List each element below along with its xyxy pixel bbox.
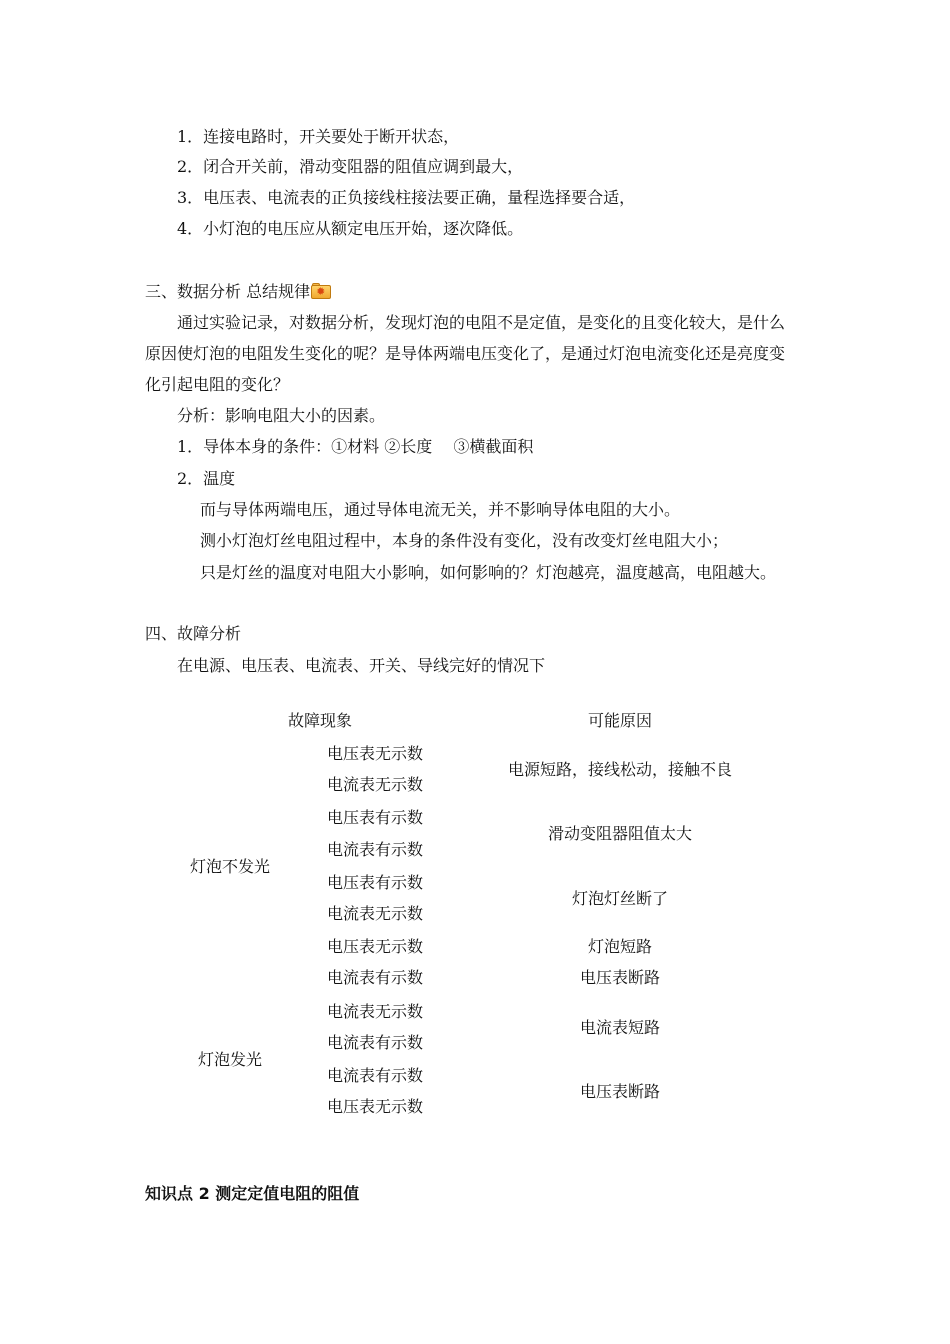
group-label-light: 灯泡发光 <box>197 1050 262 1069</box>
knowledge-point-2-heading: 知识点 2 测定定值电阻的阻值 <box>145 1184 360 1203</box>
cause-text: 电源短路，接线松动，接触不良 <box>507 760 732 779</box>
section3-para-line-3: 化引起电阻的变化？ <box>145 375 290 394</box>
precaution-item-4: 4．小灯泡的电压应从额定电压开始，逐次降低。 <box>177 219 524 238</box>
col-header-cause: 可能原因 <box>587 711 652 730</box>
note-line-1: 而与导体两端电压，通过导体电流无关，并不影响导体电阻的大小。 <box>200 500 681 519</box>
cause-text: 电压表断路 <box>579 968 660 987</box>
section4-intro: 在电源、电压表、电流表、开关、导线完好的情况下 <box>177 656 546 675</box>
cause-text: 灯泡灯丝断了 <box>571 889 668 908</box>
note-line-3: 只是灯丝的温度对电阻大小影响，如何影响的？灯泡越亮，温度越高，电阻越大。 <box>200 563 777 582</box>
meter-reading: 电流表有示数 <box>326 1066 423 1085</box>
factor-2: 2．温度 <box>177 469 236 488</box>
meter-reading: 电压表有示数 <box>326 808 423 827</box>
note-line-2: 测小灯泡灯丝电阻过程中，本身的条件没有变化，没有改变灯丝电阻大小； <box>200 531 729 550</box>
section3-para-line-1: 通过实验记录，对数据分析，发现灯泡的电阻不是定值，是变化的且变化较大，是什么 <box>177 313 786 332</box>
section3-para-line-2: 原因使灯泡的电阻发生变化的呢？是导体两端电压变化了，是通过灯泡电流变化还是亮度变 <box>145 344 786 363</box>
meter-reading: 电流表无示数 <box>326 775 423 794</box>
meter-reading: 电流表有示数 <box>326 840 423 859</box>
star-folder-icon: ✹ <box>311 283 331 299</box>
precaution-item-2: 2．闭合开关前，滑动变阻器的阻值应调到最大， <box>177 157 524 176</box>
meter-reading: 电流表有示数 <box>326 1033 423 1052</box>
cause-text: 电压表断路 <box>579 1082 660 1101</box>
section3-heading-text: 三、数据分析 总结规律 <box>145 282 311 301</box>
analysis-line: 分析：影响电阻大小的因素。 <box>177 406 386 425</box>
section3-heading <box>145 282 331 302</box>
precaution-item-3: 3．电压表、电流表的正负接线柱接法要正确，量程选择要合适， <box>177 188 636 207</box>
meter-reading: 电流表有示数 <box>326 968 423 987</box>
cause-text: 电流表短路 <box>579 1018 660 1037</box>
meter-reading: 电压表无示数 <box>326 1097 423 1116</box>
col-header-phenomenon: 故障现象 <box>287 711 352 730</box>
meter-reading: 电压表无示数 <box>326 937 423 956</box>
factor-1: 1．导体本身的条件：①材料 ②长度 ③横截面积 <box>177 437 534 456</box>
group-label-no-light: 灯泡不发光 <box>189 857 270 876</box>
cause-text: 滑动变阻器阻值太大 <box>547 824 692 843</box>
meter-reading: 电压表有示数 <box>326 873 423 892</box>
meter-reading: 电流表无示数 <box>326 1002 423 1021</box>
precaution-item-1: 1．连接电路时，开关要处于断开状态， <box>177 127 460 146</box>
section4-heading: 四、故障分析 <box>145 624 242 643</box>
meter-reading: 电压表无示数 <box>326 744 423 763</box>
cause-text: 灯泡短路 <box>587 937 652 956</box>
meter-reading: 电流表无示数 <box>326 904 423 923</box>
